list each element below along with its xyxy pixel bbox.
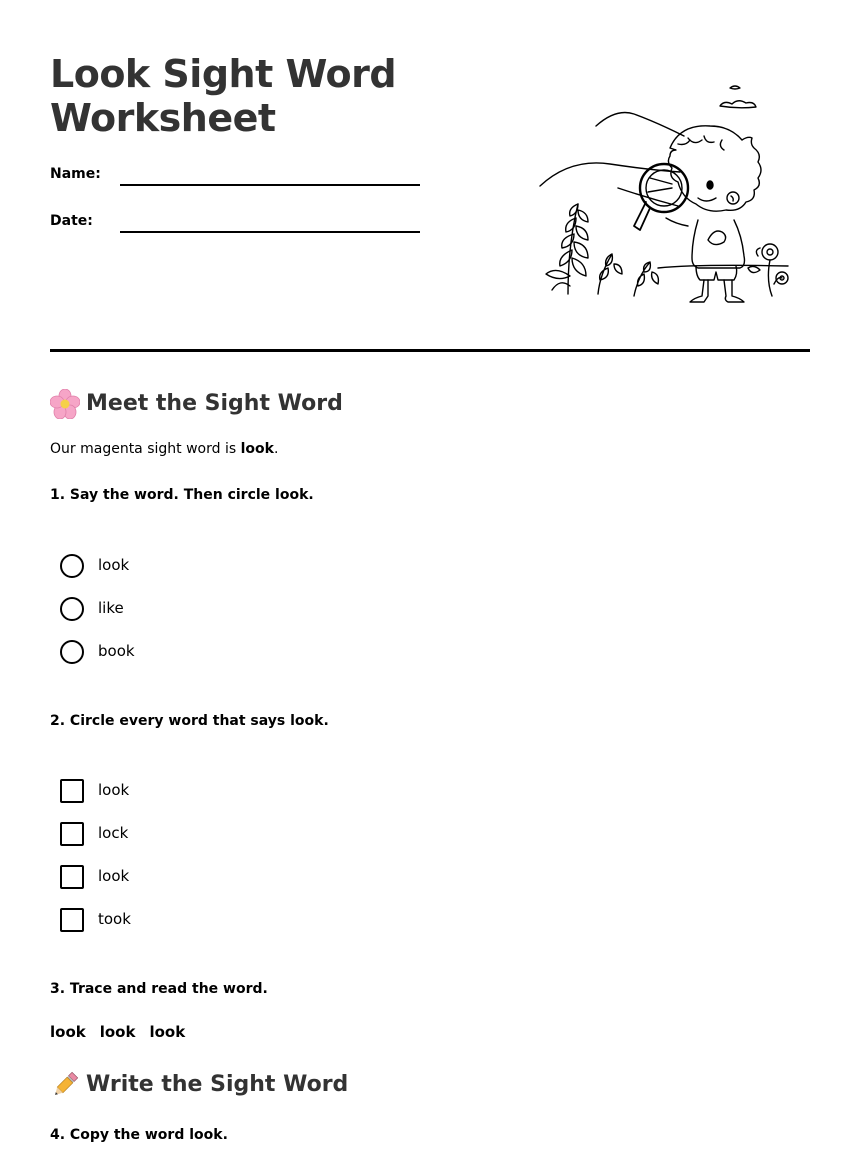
worksheet-page (50, 0, 810, 1161)
q1-option[interactable] (60, 554, 260, 578)
q2-option[interactable] (60, 865, 260, 889)
q2-option[interactable] (60, 779, 260, 803)
name-line[interactable] (120, 184, 420, 186)
q2-option-label: lock (98, 824, 129, 842)
section-meet-title-text: Meet the Sight Word (86, 391, 343, 416)
question-1-prompt: 1. Say the word. Then circle look. (50, 487, 314, 503)
q2-option-label: look (98, 867, 130, 885)
intro-prefix: Our magenta sight word is (50, 441, 241, 457)
checkbox-icon[interactable] (60, 865, 84, 889)
q1-option-label: book (98, 642, 135, 660)
section-write-title-text: Write the Sight Word (86, 1072, 349, 1097)
intro-sight-word: look (240, 441, 274, 457)
header-divider (50, 349, 810, 352)
question-4-prompt: 4. Copy the word look. (50, 1127, 228, 1143)
intro-text (50, 441, 278, 457)
date-line[interactable] (120, 231, 420, 233)
trace-word: look (99, 1023, 136, 1041)
circle-choice-icon[interactable] (60, 554, 84, 578)
checkbox-icon[interactable] (60, 908, 84, 932)
q2-option-label: look (98, 781, 130, 799)
q2-option[interactable] (60, 822, 260, 846)
q2-option-label: took (98, 910, 131, 928)
checkbox-icon[interactable] (60, 822, 84, 846)
question-2-prompt: 2. Circle every word that says look. (50, 713, 329, 729)
section-write-title (50, 1070, 348, 1100)
question-3-prompt: 3. Trace and read the word. (50, 981, 268, 997)
circle-choice-icon[interactable] (60, 597, 84, 621)
q1-option[interactable] (60, 597, 260, 621)
child-with-magnifying-glass-illustration (538, 78, 800, 310)
trace-words (50, 1023, 199, 1041)
q1-option-label: like (98, 599, 124, 617)
page-title: Look Sight Word Worksheet (50, 52, 397, 140)
q2-option[interactable] (60, 908, 260, 932)
intro-suffix: . (273, 441, 279, 457)
trace-word: look (149, 1023, 186, 1041)
section-meet-title (50, 389, 343, 419)
trace-word: look (50, 1023, 86, 1041)
flower-emoji-icon (50, 389, 80, 419)
circle-choice-icon[interactable] (60, 640, 84, 664)
checkbox-icon[interactable] (60, 779, 84, 803)
name-field[interactable] (50, 166, 420, 190)
q1-option[interactable] (60, 640, 260, 664)
date-field[interactable] (50, 213, 420, 237)
name-label: Name: (50, 166, 101, 182)
pencil-emoji-icon (50, 1070, 80, 1100)
q1-option-label: look (98, 556, 130, 574)
date-label: Date: (50, 213, 93, 229)
